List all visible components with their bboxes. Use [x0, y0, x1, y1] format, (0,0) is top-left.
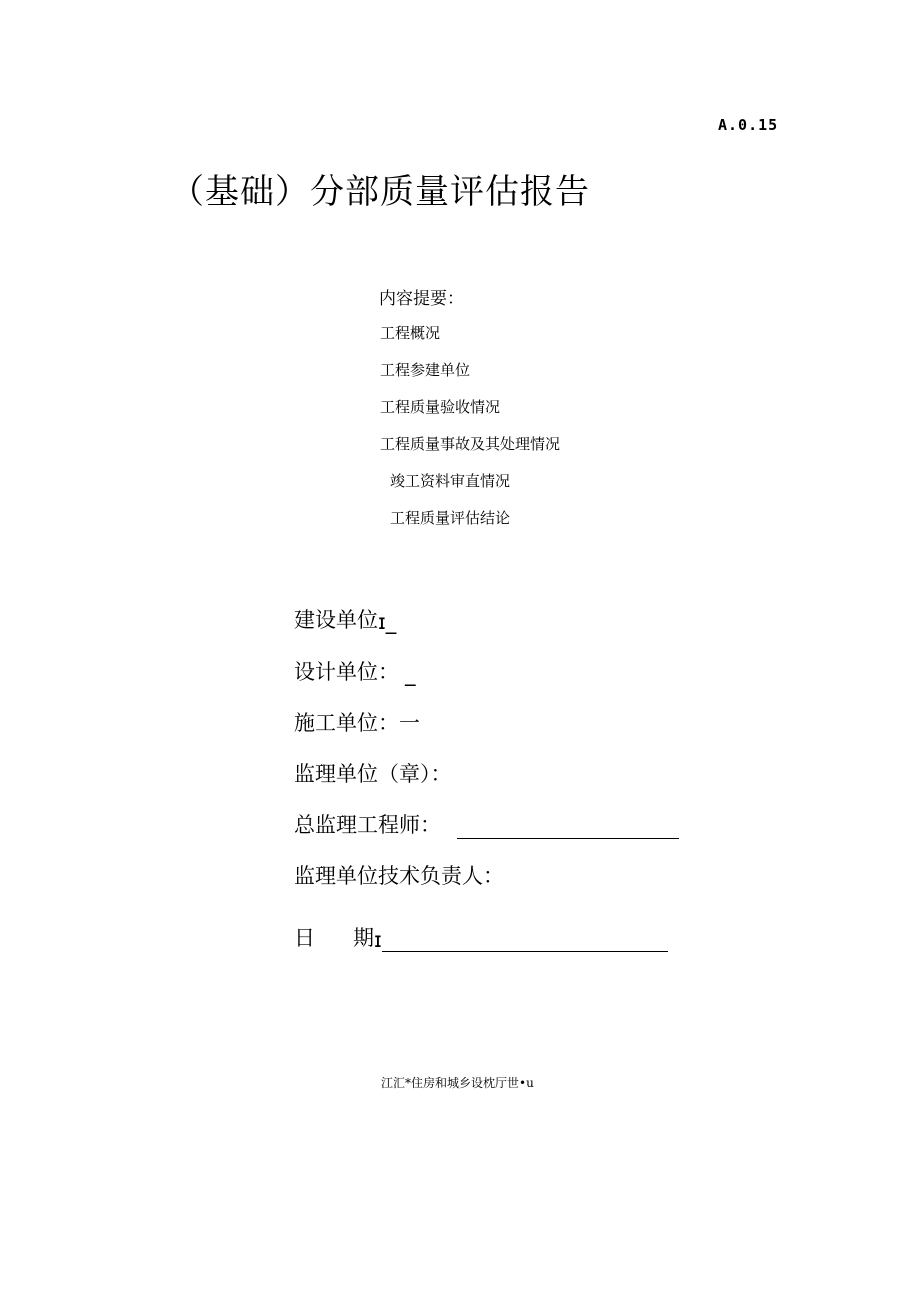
toc-item-participants: 工程参建单位: [380, 361, 471, 379]
field-label-left: 日: [294, 926, 315, 950]
field-technical-lead: [294, 860, 504, 890]
field-label: 建设单位: [294, 608, 378, 632]
field-supervision-unit: [294, 758, 452, 788]
footer-issuer: 江汇*住房和城乡设枕厅世•u: [381, 1076, 534, 1090]
toc-item-accidents: 工程质量事故及其处理情况: [380, 435, 561, 453]
field-label-right: 期: [353, 926, 374, 950]
toc-heading: 内容提要：: [379, 289, 464, 309]
field-label: 总监理工程师：: [294, 813, 441, 837]
field-value: ɪ_: [378, 610, 397, 634]
field-label: 设计单位：: [294, 660, 399, 684]
toc-item-documents: 竣工资料审直情况: [390, 472, 511, 490]
field-date: [294, 922, 668, 952]
field-value: 一: [399, 711, 420, 735]
field-chief-engineer: [294, 809, 679, 839]
signature-line: [457, 816, 679, 839]
field-label: 施工单位：: [294, 711, 399, 735]
date-line: [382, 929, 668, 952]
form-code: A.0.15: [718, 116, 779, 134]
field-value: _: [405, 662, 416, 686]
field-label: 监理单位技术负责人：: [294, 864, 504, 888]
field-value: ɪ: [374, 928, 382, 952]
field-label: 监理单位（章）：: [294, 762, 452, 786]
toc-item-overview: 工程概况: [380, 324, 441, 342]
toc-item-acceptance: 工程质量验收情况: [380, 398, 501, 416]
field-construction-unit: [294, 604, 396, 634]
field-contractor-unit: [294, 707, 420, 737]
field-design-unit: [294, 656, 416, 686]
toc-item-conclusion: 工程质量评估结论: [390, 509, 511, 527]
page-title: （基础）分部质量评估报告: [170, 172, 590, 212]
